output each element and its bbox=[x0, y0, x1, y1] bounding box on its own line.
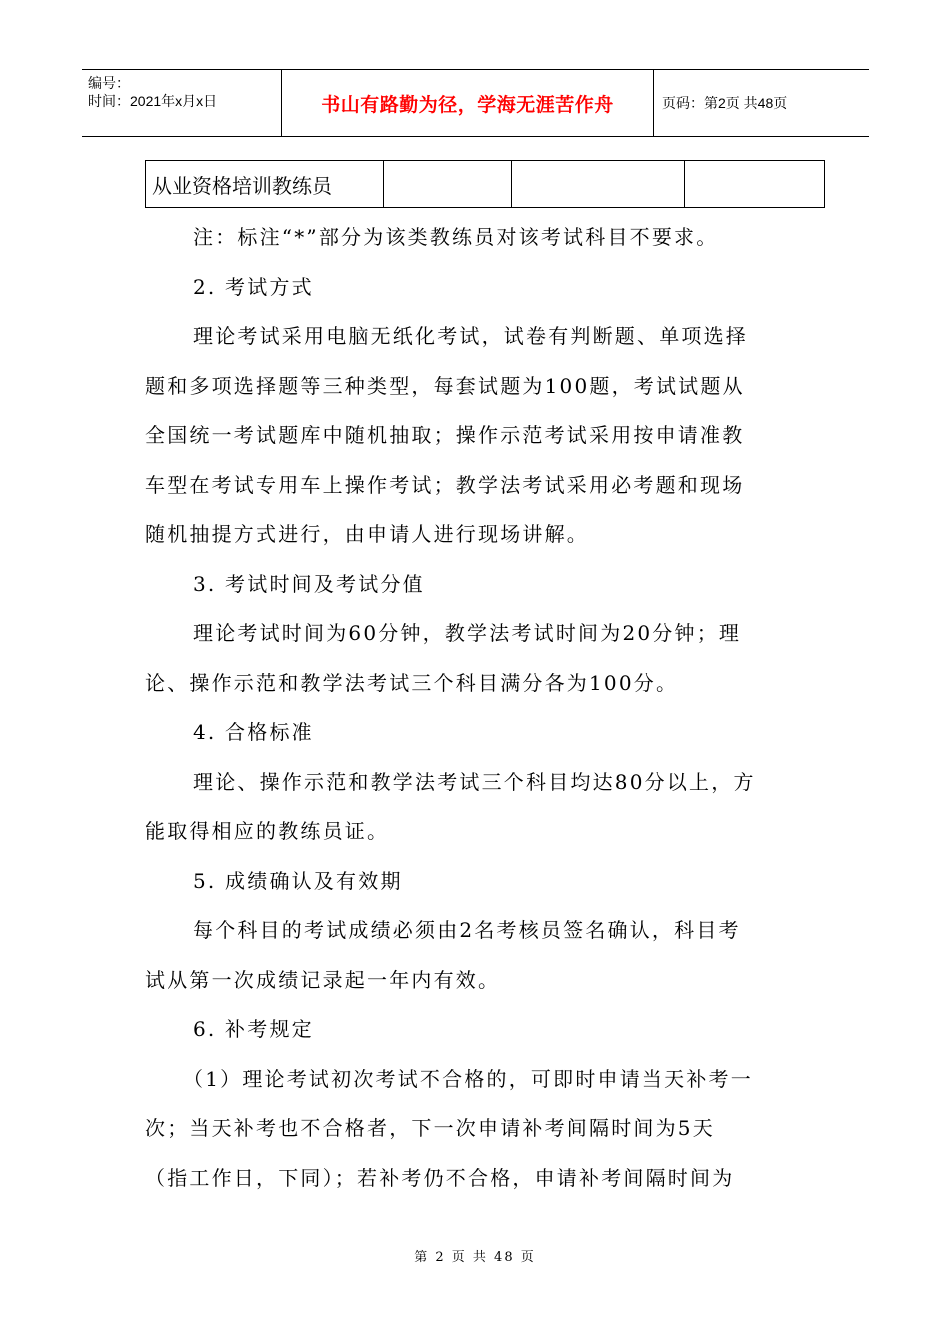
table-note: 注：标注“*”部分为该类教练员对该考试科目不要求。 bbox=[193, 225, 719, 249]
paragraph-line: 试从第一次成绩记录起一年内有效。 bbox=[145, 967, 501, 992]
qualification-table bbox=[145, 160, 825, 208]
paragraph-line: 理论考试时间为60分钟，教学法考试时间为20分钟；理 bbox=[193, 621, 742, 645]
serial-number-label: 编号： bbox=[88, 75, 130, 91]
paragraph-line: 题和多项选择题等三种类型，每套试题为100题，考试试题从 bbox=[145, 373, 745, 398]
date-label: 时间：2021年x月x日 bbox=[88, 93, 218, 109]
paragraph-line: 随机抽提方式进行，由申请人进行现场讲解。 bbox=[145, 522, 589, 546]
section-title: 3. 考试时间及考试分值 bbox=[193, 571, 425, 596]
paragraph-line: 全国统一考试题库中随机抽取；操作示范考试采用按申请准教 bbox=[145, 423, 745, 447]
paragraph-line: 次；当天补考也不合格者，下一次申请补考间隔时间为5天 bbox=[145, 1116, 715, 1140]
header-motto: 书山有路勤为径，学海无涯苦作舟 bbox=[282, 70, 654, 136]
paragraph-line: 车型在考试专用车上操作考试；教学法考试采用必考题和现场 bbox=[145, 472, 745, 497]
document-body bbox=[145, 213, 810, 1203]
paragraph-line: 论、操作示范和教学法考试三个科目满分各为100分。 bbox=[145, 670, 679, 695]
section-title: 5. 成绩确认及有效期 bbox=[193, 868, 403, 893]
paragraph-line: 每个科目的考试成绩必须由2名考核员签名确认，科目考 bbox=[193, 918, 741, 942]
table-cell bbox=[685, 161, 824, 207]
page-footer: 第 2 页 共 48 页 bbox=[414, 1250, 536, 1265]
table-cell bbox=[512, 161, 685, 207]
section-title: 4. 合格标准 bbox=[193, 720, 314, 744]
paragraph-line: 理论、操作示范和教学法考试三个科目均达80分以上，方 bbox=[193, 769, 756, 794]
header-page-info: 页码：第2页 共48页 bbox=[662, 95, 788, 111]
header-meta bbox=[82, 70, 282, 136]
paragraph-line: （指工作日，下同）；若补考仍不合格，申请补考间隔时间为 bbox=[145, 1165, 735, 1190]
table-row-label: 从业资格培训教练员 bbox=[146, 161, 384, 207]
table-cell bbox=[384, 161, 512, 207]
section-title: 2. 考试方式 bbox=[193, 274, 314, 299]
paragraph-line: 能取得相应的教练员证。 bbox=[145, 819, 390, 843]
page-header bbox=[82, 69, 869, 137]
paragraph-line: （1）理论考试初次考试不合格的，可即时申请当天补考一 bbox=[183, 1066, 753, 1091]
section-title: 6. 补考规定 bbox=[193, 1017, 314, 1041]
paragraph-line: 理论考试采用电脑无纸化考试，试卷有判断题、单项选择 bbox=[193, 324, 748, 348]
